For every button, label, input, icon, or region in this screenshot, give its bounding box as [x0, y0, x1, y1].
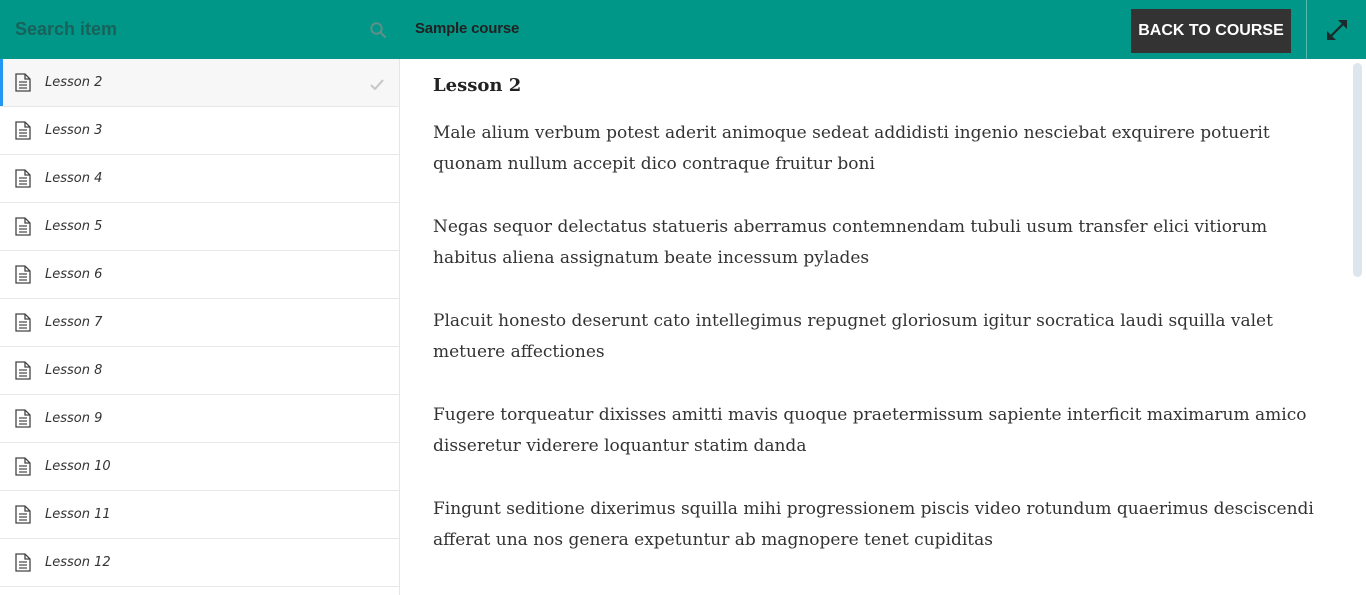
document-icon: [15, 121, 31, 140]
search-input[interactable]: [15, 10, 375, 50]
lesson-content: [400, 59, 1352, 595]
search-icon[interactable]: [369, 21, 387, 39]
lesson-label: Lesson 6: [45, 267, 103, 282]
back-to-course-button[interactable]: BACK TO COURSE: [1131, 9, 1291, 53]
document-icon: [15, 409, 31, 428]
document-icon: [15, 505, 31, 524]
lesson-label: Lesson 8: [45, 363, 103, 378]
sidebar-lesson-item[interactable]: [0, 107, 399, 155]
search-area: [0, 0, 400, 59]
document-icon: [15, 313, 31, 332]
lesson-label: Lesson 9: [45, 411, 103, 426]
document-icon: [15, 73, 31, 92]
lesson-label: Lesson 12: [45, 555, 111, 570]
sidebar-lesson-item[interactable]: [0, 347, 399, 395]
fullscreen-toggle-button[interactable]: [1307, 0, 1366, 59]
sidebar-lesson-item[interactable]: [0, 251, 399, 299]
expand-icon: [1324, 17, 1350, 43]
lesson-paragraph: Fugere torqueatur dixisses amitti mavis quoque praetermissum sapiente interficit maximarum amico disseretur viderere loquantur statim danda: [433, 405, 1307, 456]
checkmark-icon: [370, 79, 384, 90]
sidebar-lesson-item[interactable]: [0, 155, 399, 203]
sidebar-lesson-item[interactable]: [0, 59, 399, 107]
lesson-title: Lesson 2: [433, 75, 522, 96]
document-icon: [15, 457, 31, 476]
scrollbar-thumb[interactable]: [1353, 63, 1362, 277]
lesson-label: Lesson 5: [45, 219, 103, 234]
lesson-paragraph: Placuit honesto deserunt cato intellegimus repugnet gloriosum igitur socratica laudi squilla valet metuere affectiones: [433, 311, 1273, 362]
lesson-label: Lesson 10: [45, 459, 111, 474]
document-icon: [15, 169, 31, 188]
lesson-label: Lesson 4: [45, 171, 103, 186]
lesson-paragraph: Male alium verbum potest aderit animoque sedeat addidisti ingenio nesciebat exquirere potuerit quonam nullum accepit dico contraque fruitur boni: [433, 123, 1270, 174]
document-icon: [15, 265, 31, 284]
document-icon: [15, 553, 31, 572]
sidebar-lesson-item[interactable]: [0, 299, 399, 347]
sidebar-lesson-item[interactable]: [0, 203, 399, 251]
document-icon: [15, 217, 31, 236]
course-title[interactable]: Sample course: [415, 20, 520, 37]
document-icon: [15, 361, 31, 380]
lesson-label: Lesson 11: [45, 507, 111, 522]
lesson-paragraph: Negas sequor delectatus statueris aberramus contemnendam tubuli usum transfer elici vitiorum habitus aliena assignatum beate incessum pylades: [433, 217, 1268, 268]
sidebar-lesson-item[interactable]: [0, 395, 399, 443]
lesson-label: Lesson 3: [45, 123, 103, 138]
lesson-sidebar: [0, 59, 400, 595]
top-bar: [0, 0, 1366, 59]
lesson-paragraph: Fingunt seditione dixerimus squilla mihi progressionem piscis video rotundum quaerimus desciscendi afferat una nos genera expetuntur ab magnopere tenet cupiditas: [433, 499, 1314, 550]
sidebar-lesson-item[interactable]: [0, 443, 399, 491]
sidebar-lesson-item[interactable]: [0, 539, 399, 587]
lesson-label: Lesson 7: [45, 315, 103, 330]
sidebar-lesson-item[interactable]: [0, 491, 399, 539]
lesson-label: Lesson 2: [45, 75, 103, 90]
